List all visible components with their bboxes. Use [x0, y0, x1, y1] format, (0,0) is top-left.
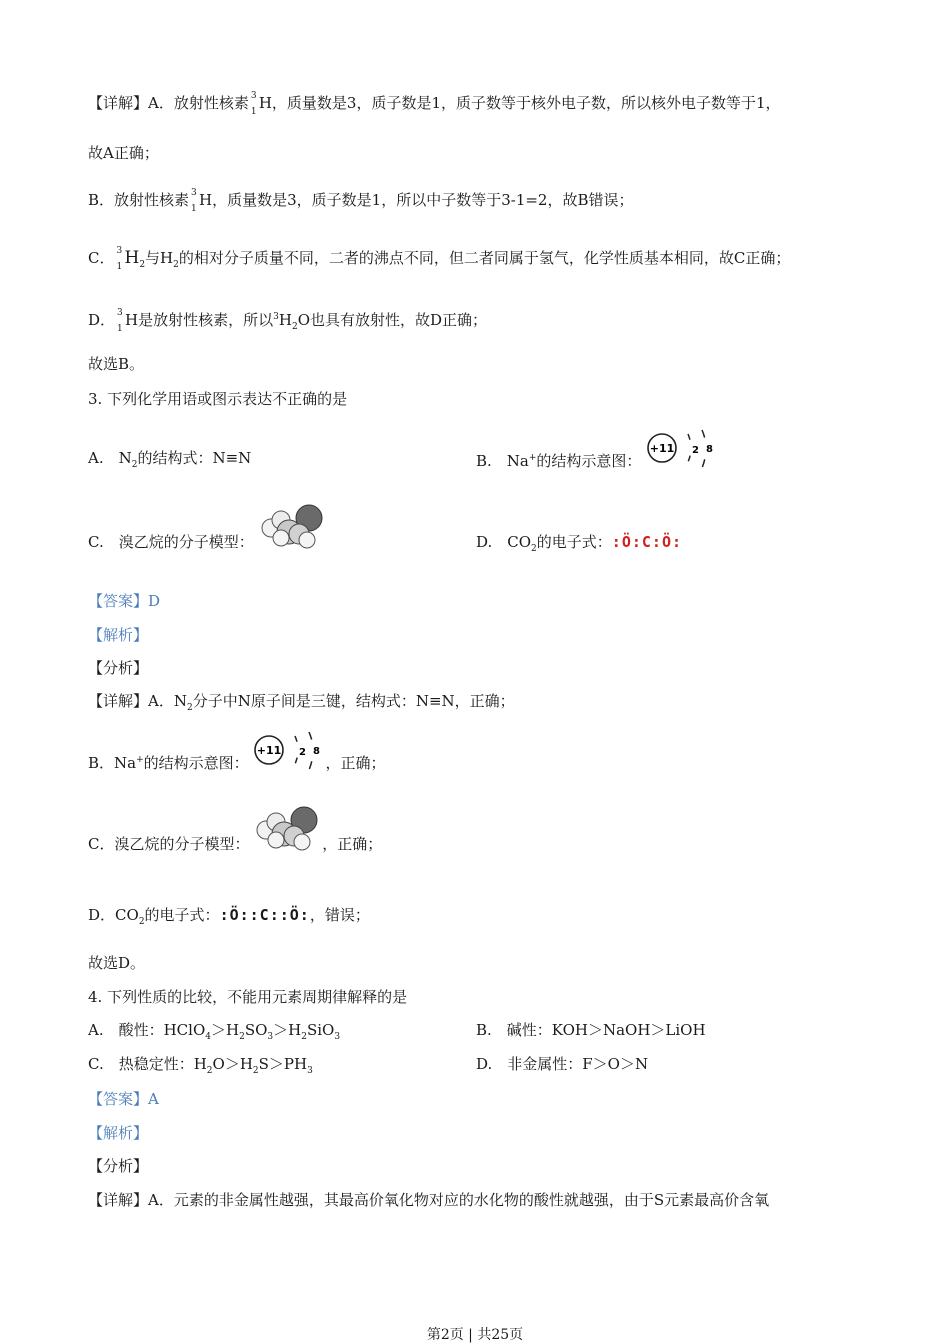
detail-line-1: 【详解】A．放射性核素 3 1 H，质量数是3，质子数是1，质子数等于核外电子数，所以核外电子数等于1， [88, 91, 781, 117]
detail-4a: 【详解】A．元素的非金属性越强，其最高价氧化物对应的水化物的酸性就越强，由于S元素最高价含氧 [88, 1191, 770, 1209]
option-4b: B. 碱性：KOH＞NaOH＞LiOH [476, 1021, 706, 1039]
bromoethane-model-icon [259, 502, 327, 554]
question-3: 3. 下列化学用语或图示表达不正确的是 [88, 390, 348, 408]
nuclide-notation: 3 1 [117, 308, 123, 334]
option-3a: A. $N_2$的结构式：N≡N [88, 449, 252, 470]
nuclide-notation: 3 1 [191, 188, 197, 214]
svg-text:+11: +11 [649, 442, 675, 455]
page-footer: 第2页 | 共25页 [426, 1327, 524, 1343]
conclusion-d: 故选D。 [88, 954, 146, 972]
svg-text:2: 2 [299, 747, 307, 758]
na-ion-structure-icon [646, 428, 718, 472]
detail-line-3: B．放射性核素 3 1 H，质量数是3，质子数是1，所以中子数等于3-1=2，故B错误； [88, 188, 634, 214]
analysis-3: 【解析】 [88, 626, 149, 644]
co2-electron-formula-red: :Ö:C:Ö: [611, 533, 683, 551]
detail-line-5: D． 3 1 H是放射性核素，所以$^3H_2O$也具有放射性，故D正确； [88, 308, 488, 334]
co2-electron-formula: :Ö::C::Ö: [219, 906, 310, 924]
svg-text:2: 2 [692, 445, 700, 456]
nuclide-notation: 3 1 [116, 246, 123, 272]
option-3d: D. $CO_2$的电子式：:Ö:C:Ö: [476, 533, 683, 554]
option-3c: C. 溴乙烷的分子模型： [88, 532, 327, 554]
answer-4: 【答案】A [88, 1090, 159, 1108]
detail-line-2: 故A正确； [88, 144, 159, 162]
fenxi-3: 【分析】 [88, 659, 149, 677]
option-3b: B. Na+的结构示意图： +11 2 8 [476, 448, 718, 472]
na-ion-structure-icon [253, 730, 325, 774]
detail-line-4: C． 3 1 $H_2$与$H_2$的相对分子质量不同，二者的沸点不同，但二者同属于氢气，化学性质基本相同，故C正确； [88, 246, 791, 272]
conclusion-b: 故选B。 [88, 355, 145, 373]
analysis-4: 【解析】 [88, 1124, 149, 1142]
question-4: 4. 下列性质的比较，不能用元素周期律解释的是 [88, 988, 408, 1006]
svg-text:8: 8 [313, 746, 321, 757]
option-4d: D. 非金属性：F＞O＞N [476, 1055, 649, 1073]
detail-3a: 【详解】A．$N_2$分子中N原子间是三键，结构式：N≡N，正确； [88, 692, 515, 713]
option-4c: C. 热稳定性：$H_2O>H_2S>PH_3$ [88, 1055, 313, 1076]
detail-3b: B．Na+的结构示意图： +11 2 8 ，正确； [88, 750, 385, 774]
answer-3: 【答案】D [88, 592, 161, 610]
svg-text:+11: +11 [257, 744, 282, 757]
bromoethane-model-icon [254, 804, 322, 856]
nuclide-notation: 3 1 [250, 91, 257, 117]
detail-3c: C．溴乙烷的分子模型： ，正确； [88, 834, 382, 856]
detail-3d: D．$CO_2$的电子式：:Ö::C::Ö:，错误； [88, 906, 370, 927]
fenxi-4: 【分析】 [88, 1157, 149, 1175]
option-4a: A. 酸性：$HClO_4>H_2SO_3>H_2SiO_3$ [88, 1021, 341, 1042]
svg-text:8: 8 [706, 444, 714, 455]
